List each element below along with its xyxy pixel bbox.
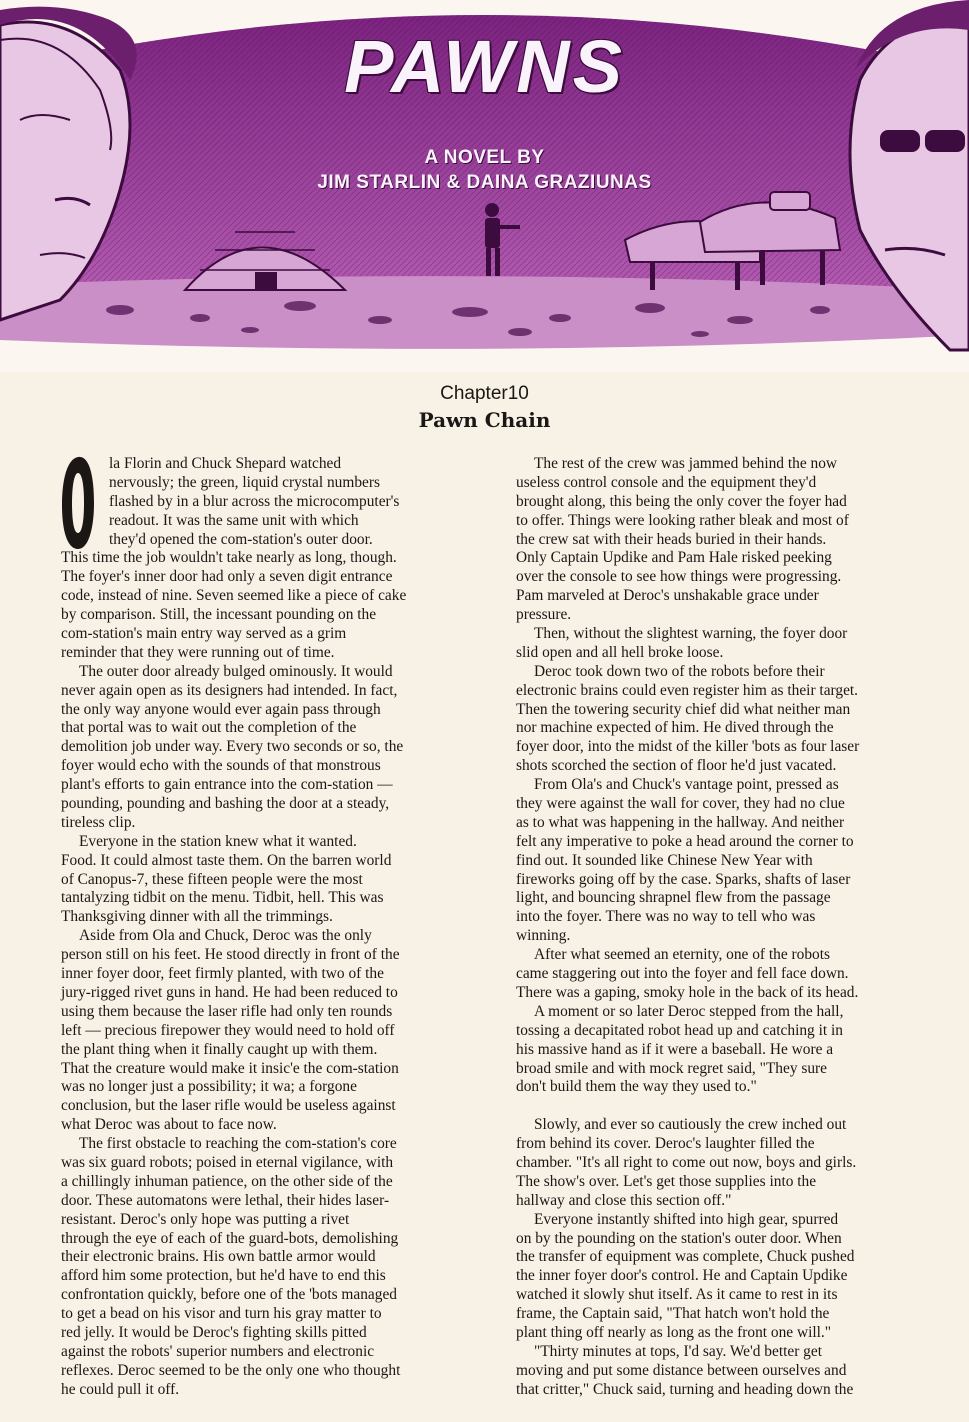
header-illustration [0, 0, 969, 372]
text-line: tireless clip. [61, 813, 136, 831]
text-line: to get a bead on his visor and turn his gray matter to [61, 1305, 382, 1323]
text-line: foyer door, into the midst of the killer 'bots as four laser [516, 738, 860, 756]
text-line: red jelly. It would be Deroc's fighting skills pitted [61, 1323, 367, 1341]
text-line: pressure. [516, 606, 572, 624]
text-line: flashed by in a blur across the microcomputer's [109, 492, 400, 510]
text-line: on by the pounding on the station's outer door. When [516, 1229, 842, 1247]
text-line: reflexes. Deroc seemed to be the only one who thought [61, 1361, 401, 1379]
text-line: don't build them the way they used to." [516, 1078, 757, 1096]
text-line: demolition job under way. Every two seconds or so, the [61, 738, 404, 756]
text-line: slid open and all hell broke loose. [516, 643, 724, 661]
text-line: The rest of the crew was jammed behind the now [534, 455, 838, 472]
text-line: Deroc took down two of the robots before their [534, 662, 825, 680]
text-line: chamber. "It's all right to come out now, boys and girls. [516, 1153, 857, 1171]
byline: A NOVEL BY [424, 147, 545, 168]
text-line [516, 1097, 900, 1116]
text-line: by comparison. Still, the incessant pounding on the [61, 606, 377, 624]
text-line: Aside from Ola and Chuck, Deroc was the only [79, 927, 372, 945]
text-line: Only Captain Updike and Pam Hale risked peeking [516, 549, 832, 567]
text-line: From Ola's and Chuck's vantage point, pressed as [534, 776, 839, 794]
text-line: Everyone instantly shifted into high gear, spurred [534, 1210, 839, 1228]
text-line: watched it slowly shut itself. As it came to rest in its [516, 1286, 838, 1304]
text-line: to offer. Things were looking rather bleak and most of [516, 511, 849, 529]
text-line: came staggering out into the foyer and fell face down. [516, 965, 849, 983]
text-line: useless control console and the equipment they'd [516, 473, 817, 491]
text-line: jury-rigged rivet guns in hand. He had been reduced to [61, 983, 398, 1001]
authors: JIM STARLIN & DAINA GRAZIUNAS [317, 172, 652, 193]
text-line: tossing a decapitated robot head up and catching it in [516, 1021, 843, 1039]
chapter-number: Chapter10 [440, 383, 529, 404]
text-line: that portal was to wait out the completion of the [61, 719, 357, 737]
text-line: afford him some protection, but he'd have to end this [61, 1267, 386, 1285]
text-line: The first obstacle to reaching the com-station's core [79, 1135, 397, 1153]
text-line: That the creature would make it insic'e the com-station [61, 1059, 399, 1077]
text-line: was no longer just a possibility; it wa; a forgone [61, 1078, 357, 1096]
text-line: plant's efforts to gain entrance into the com-station — [61, 776, 393, 794]
text-line: felt any imperative to poke a head around the corner to [516, 832, 854, 850]
text-line: inner foyer door, feet firmly planted, with two of the [61, 965, 384, 983]
text-line: Then, without the slightest warning, the foyer door [534, 625, 848, 643]
text-line: frame, the Captain said, "That hatch won't hold the [516, 1305, 830, 1323]
text-line: as to what was happening in the hallway. And neither [516, 813, 845, 831]
text-line: into the foyer. There was no way to tell who was [516, 908, 816, 926]
text-line: from behind its cover. Deroc's laughter filled the [516, 1135, 815, 1153]
text-line: Slowly, and ever so cautiously the crew inched out [534, 1116, 847, 1134]
text-line: through the eye of each of the guard-bots, demolishing [61, 1229, 399, 1247]
text-line: The foyer's inner door had only a seven digit entrance [61, 568, 393, 586]
text-line: using them because the laser rifle had only ten rounds [61, 1002, 393, 1020]
text-line: plant thing off nearly as long as the front one will." [516, 1323, 832, 1341]
text-line: confrontation quickly, before one of the 'bots managed [61, 1286, 397, 1304]
text-line: shots scorched the section of floor he'd just vacated. [516, 757, 837, 775]
text-line: the transfer of equipment was complete, Chuck pushed [516, 1248, 855, 1266]
text-line: he could pull it off. [61, 1380, 180, 1398]
text-line: The outer door already bulged ominously. It would [79, 662, 393, 680]
text-line: fireworks going off by the case. Sparks, shafts of laser [516, 870, 851, 888]
text-line: find out. It sounded like Chinese New Year with [516, 851, 813, 869]
text-line: their electronic brains. His own battle armor would [61, 1248, 376, 1266]
text-line: pounding, pounding and bashing the door at a steady, [61, 795, 390, 813]
text-line: resistant. Deroc's only hope was putting a rivet [61, 1210, 350, 1228]
text-line: the inner foyer door's control. He and Captain Updike [516, 1267, 848, 1285]
text-line: winning. [516, 927, 571, 945]
text-line: broad smile and with mock regret said, "They sure [516, 1059, 828, 1077]
text-line: nervously; the green, liquid crystal numbers [109, 473, 380, 491]
text-line: person still on his feet. He stood directly in front of the [61, 946, 400, 964]
text-line: moving and put some distance between ourselves and [516, 1361, 847, 1379]
text-line: never again open as its designers had intended. In fact, [61, 681, 398, 699]
text-line: brought along, this being the only cover the foyer had [516, 492, 847, 510]
text-line: reminder that they were running out of time. [61, 643, 335, 661]
text-line: a chillingly inhuman patience, on the other side of the [61, 1172, 393, 1190]
text-line: was six guard robots; poised in eternal vigilance, with [61, 1153, 394, 1171]
text-line: what Deroc was about to face now. [61, 1116, 277, 1134]
text-line: conclusion, but the laser rifle would be useless against [61, 1097, 396, 1115]
text-line: they'd opened the com-station's outer door. [109, 530, 373, 548]
text-line: the crew sat with their heads buried in their hands. [516, 530, 827, 548]
text-line: the only way anyone would ever again pass through [61, 700, 381, 718]
text-line: This time the job wouldn't take nearly as long, though. [61, 549, 397, 567]
text-line: com-station's main entry way served as a grim [61, 625, 347, 643]
text-line: la Florin and Chuck Shepard watched [109, 455, 342, 472]
text-line: Food. It could almost taste them. On the barren world [61, 851, 392, 869]
text-line: that critter," Chuck said, turning and heading down the [516, 1380, 854, 1398]
text-line: The show's over. Let's get those supplies into the [516, 1172, 817, 1190]
text-line: light, and bouncing shrapnel flew from the passage [516, 889, 831, 907]
text-line: There was a gaping, smoky hole in the back of its head. [516, 983, 859, 1001]
chapter-title: Pawn Chain [418, 408, 551, 432]
text-line: code, instead of nine. Seven seemed like a piece of cake [61, 587, 407, 605]
text-line: his massive hand as if it were a baseball. He wore a [516, 1040, 834, 1058]
text-line: over the console to see how things were progressing. [516, 568, 842, 586]
text-line: electronic brains could even register him as their target. [516, 681, 859, 699]
text-line: nor machine expected of him. He dived through the [516, 719, 834, 737]
text-line: left — precious firepower they would need to hold off [61, 1021, 395, 1039]
text-line: Thanksgiving dinner with all the trimmings. [61, 908, 333, 926]
text-line: hallway and close this section off." [516, 1191, 732, 1209]
text-line: readout. It was the same unit with which [109, 511, 359, 529]
text-line: Then the towering security chief did what neither man [516, 700, 851, 718]
left-text-column [61, 455, 445, 1400]
text-line: "Thirty minutes at tops, I'd say. We'd better get [534, 1342, 822, 1360]
text-line: After what seemed an eternity, one of the robots [534, 946, 831, 964]
text-line: Everyone in the station knew what it wanted. [79, 832, 357, 850]
text-line: against the robots' superior numbers and electronic [61, 1342, 375, 1360]
text-line: tantalyzing tidbit on the menu. Tidbit, hell. This was [61, 889, 384, 907]
text-line: foyer would echo with the sounds of that monstrous [61, 757, 381, 775]
text-line: door. These automatons were lethal, their hides laser- [61, 1191, 390, 1209]
book-title: PAWNS [344, 25, 625, 108]
text-line: they were against the wall for cover, they had no clue [516, 795, 845, 813]
text-line: A moment or so later Deroc stepped from the hall, [534, 1002, 844, 1020]
text-line: Pam marveled at Deroc's unshakable grace under [516, 587, 819, 605]
right-text-column [516, 455, 900, 1400]
text-line: of Canopus-7, these fifteen people were the most [61, 870, 363, 888]
text-line: the plant thing when it finally caught up with them. [61, 1040, 378, 1058]
